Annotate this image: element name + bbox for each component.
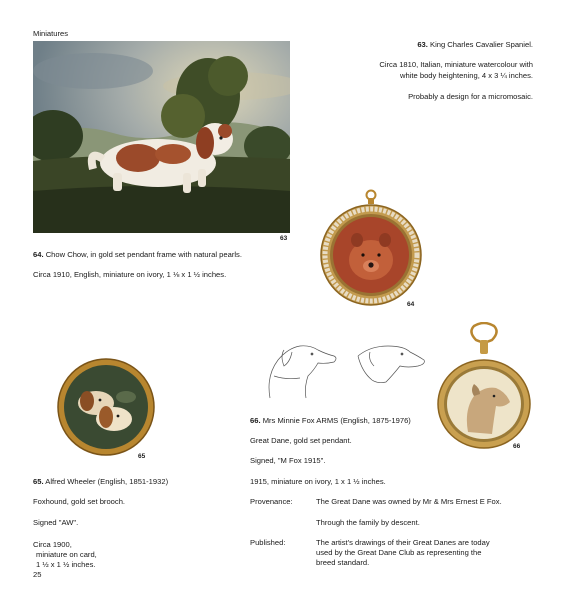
item66-provenance-label: Provenance:: [250, 497, 293, 506]
chow-pendant: [317, 188, 425, 310]
item65-date1: Circa 1900,: [33, 540, 72, 549]
item65-title-text: Alfred Wheeler (English, 1851-1932): [45, 477, 169, 486]
chow-pendant-svg: [317, 188, 425, 310]
figure-number-63: 63: [280, 235, 288, 242]
item64-title: [33, 250, 242, 259]
item66-published-label: Published:: [250, 538, 286, 547]
item66-provenance-2: Through the family by descent.: [316, 518, 420, 527]
figure-number-64: 64: [407, 301, 415, 308]
great-dane-pendant-svg: [434, 322, 534, 452]
item66-provenance-1: The Great Dane was owned by Mr & Mrs Ernest E Fox.: [316, 497, 502, 506]
item66-title-text: Mrs Minnie Fox ARMS (English, 1875-1976): [262, 416, 411, 425]
item63-title: [417, 40, 533, 49]
page-number: 25: [33, 570, 42, 579]
great-dane-sketches: [260, 336, 435, 402]
item64-number: 64.: [33, 250, 44, 259]
item65-medium: Foxhound, gold set brooch.: [33, 497, 126, 506]
section-header: Miniatures: [33, 29, 69, 38]
item63-title-text: King Charles Cavalier Spaniel.: [430, 40, 533, 49]
great-dane-sketches-svg: [260, 336, 435, 402]
figure-number-66: 66: [513, 443, 521, 450]
item65-date3: 1 ½ x 1 ½ inches.: [36, 560, 96, 569]
item63-line1: Circa 1810, Italian, miniature watercolour with: [379, 60, 533, 69]
item65-signed: Signed "AW".: [33, 518, 79, 527]
item66-published-2: used by the Great Dane Club as representing the: [316, 548, 482, 557]
foxhound-brooch-svg: [56, 357, 156, 457]
foxhound-brooch: [56, 357, 156, 457]
item66-signed: Signed, "M Fox 1915".: [250, 456, 326, 465]
item64-title-text: Chow Chow, in gold set pendant frame with natural pearls.: [45, 250, 242, 259]
item64-line1: Circa 1910, English, miniature on ivory, 1 ⅛ x 1 ½ inches.: [33, 270, 227, 279]
item65-title: [33, 477, 168, 486]
item66-title: [250, 416, 411, 425]
figure-number-65: 65: [138, 453, 146, 460]
item63-line2: white body heightening, 4 x 3 ¼ inches.: [400, 71, 533, 80]
spaniel-painting-svg: [33, 41, 290, 233]
item66-published-1: The artist's drawings of their Great Danes are today: [316, 538, 490, 547]
great-dane-pendant: [434, 322, 534, 452]
item66-medium: Great Dane, gold set pendant.: [250, 436, 352, 445]
item66-number: 66.: [250, 416, 261, 425]
item66-date: 1915, miniature on ivory, 1 x 1 ½ inches.: [250, 477, 386, 486]
item63-note: Probably a design for a micromosaic.: [408, 92, 533, 101]
item65-date2: miniature on card,: [36, 550, 97, 559]
spaniel-painting: [33, 41, 290, 233]
item63-number: 63.: [417, 40, 428, 49]
item65-number: 65.: [33, 477, 44, 486]
item66-published-3: breed standard.: [316, 558, 370, 567]
